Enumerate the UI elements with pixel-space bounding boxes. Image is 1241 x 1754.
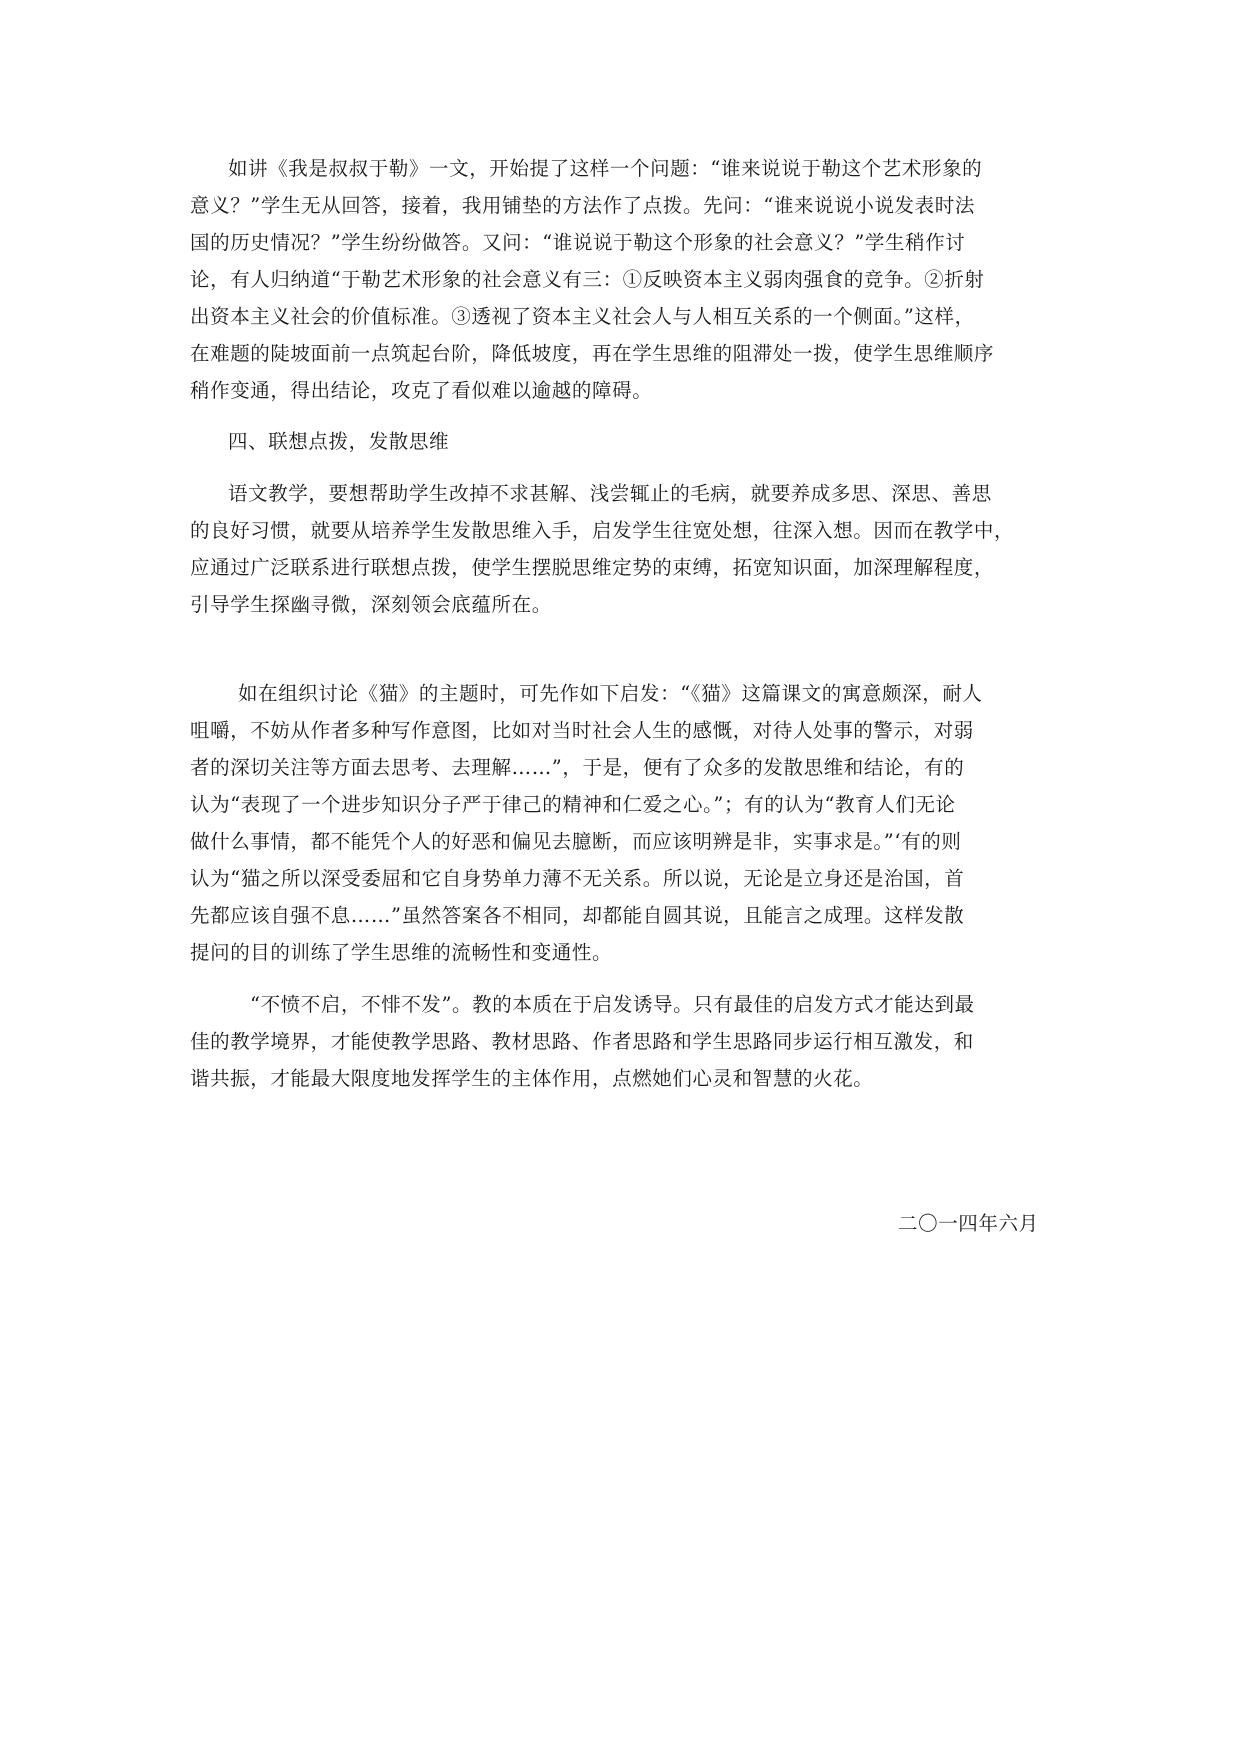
paragraph-line: 语文教学，要想帮助学生改掉不求甚解、浅尝辄止的毛病，就要养成多思、深思、善思 bbox=[228, 482, 992, 505]
section-heading: 四、联想点拨，发散思维 bbox=[228, 430, 450, 453]
paragraph-line: 意义？”学生无从回答，接着，我用铺垫的方法作了点拨。先问：“谁来说说小说发表时法 bbox=[190, 194, 975, 217]
paragraph-line: 佳的教学境界，才能使教学思路、教材思路、作者思路和学生思路同步运行相互激发，和 bbox=[190, 1030, 974, 1053]
paragraph-line: 论，有人归纳道“于勒艺术形象的社会意义有三：①反映资本主义弱肉强食的竞争。②折射 bbox=[190, 268, 985, 291]
paragraph-line: 的良好习惯，就要从培养学生发散思维入手，启发学生往宽处想，往深入想。因而在教学中， bbox=[190, 519, 1015, 542]
paragraph-line: 者的深切关注等方面去思考、去理解……”，于是，便有了众多的发散思维和结论，有的 bbox=[190, 756, 965, 779]
document-date: 二〇一四年六月 bbox=[898, 1212, 1039, 1235]
paragraph-line: 引导学生探幽寻微，深刻领会底蕴所在。 bbox=[190, 593, 552, 616]
paragraph-line: 国的历史情况？”学生纷纷做答。又问：“谁说说于勒这个形象的社会意义？”学生稍作讨 bbox=[190, 231, 966, 254]
paragraph-line: 如在组织讨论《猫》的主题时，可先作如下启发：“《猫》这篇课文的寓意颇深，耐人 bbox=[238, 682, 983, 705]
paragraph-line: 出资本主义社会的价值标准。③透视了资本主义社会人与人相互关系的一个侧面。”这样， bbox=[190, 305, 975, 328]
paragraph-line: “不愤不启，不悱不发”。教的本质在于启发诱导。只有最佳的启发方式才能达到最 bbox=[250, 993, 975, 1016]
paragraph-line: 咀嚼，不妨从作者多种写作意图，比如对当时社会人生的感慨，对待人处事的警示，对弱 bbox=[190, 719, 974, 742]
paragraph-line: 认为“猫之所以深受委屈和它自身势单力薄不无关系。所以说，无论是立身还是治国，首 bbox=[190, 867, 965, 890]
paragraph-line: 稍作变通，得出结论，攻克了看似难以逾越的障碍。 bbox=[190, 379, 653, 402]
paragraph-line: 在难题的陡坡面前一点筑起台阶，降低坡度，再在学生思维的阻滞处一拨，使学生思维顺序 bbox=[190, 342, 995, 365]
paragraph-line: 认为“表现了一个进步知识分子严于律己的精神和仁爱之心。”；有的认为“教育人们无论 bbox=[190, 793, 956, 816]
paragraph-line: 谐共振，才能最大限度地发挥学生的主体作用，点燃她们心灵和智慧的火花。 bbox=[190, 1067, 874, 1090]
paragraph-line: 提问的目的训练了学生思维的流畅性和变通性。 bbox=[190, 941, 613, 964]
paragraph-line: 应通过广泛联系进行联想点拨，使学生摆脱思维定势的束缚，拓宽知识面，加深理解程度， bbox=[190, 556, 995, 579]
paragraph-line: 先都应该自强不息……”虽然答案各不相同，却都能自圆其说，且能言之成理。这样发散 bbox=[190, 904, 965, 927]
paragraph-line: 如讲《我是叔叔于勒》一文，开始提了这样一个问题：“谁来说说于勒这个艺术形象的 bbox=[228, 157, 983, 180]
paragraph-line: 做什么事情，都不能凭个人的好恶和偏见去臆断，而应该明辨是非，实事求是。”‘有的则 bbox=[190, 830, 962, 853]
